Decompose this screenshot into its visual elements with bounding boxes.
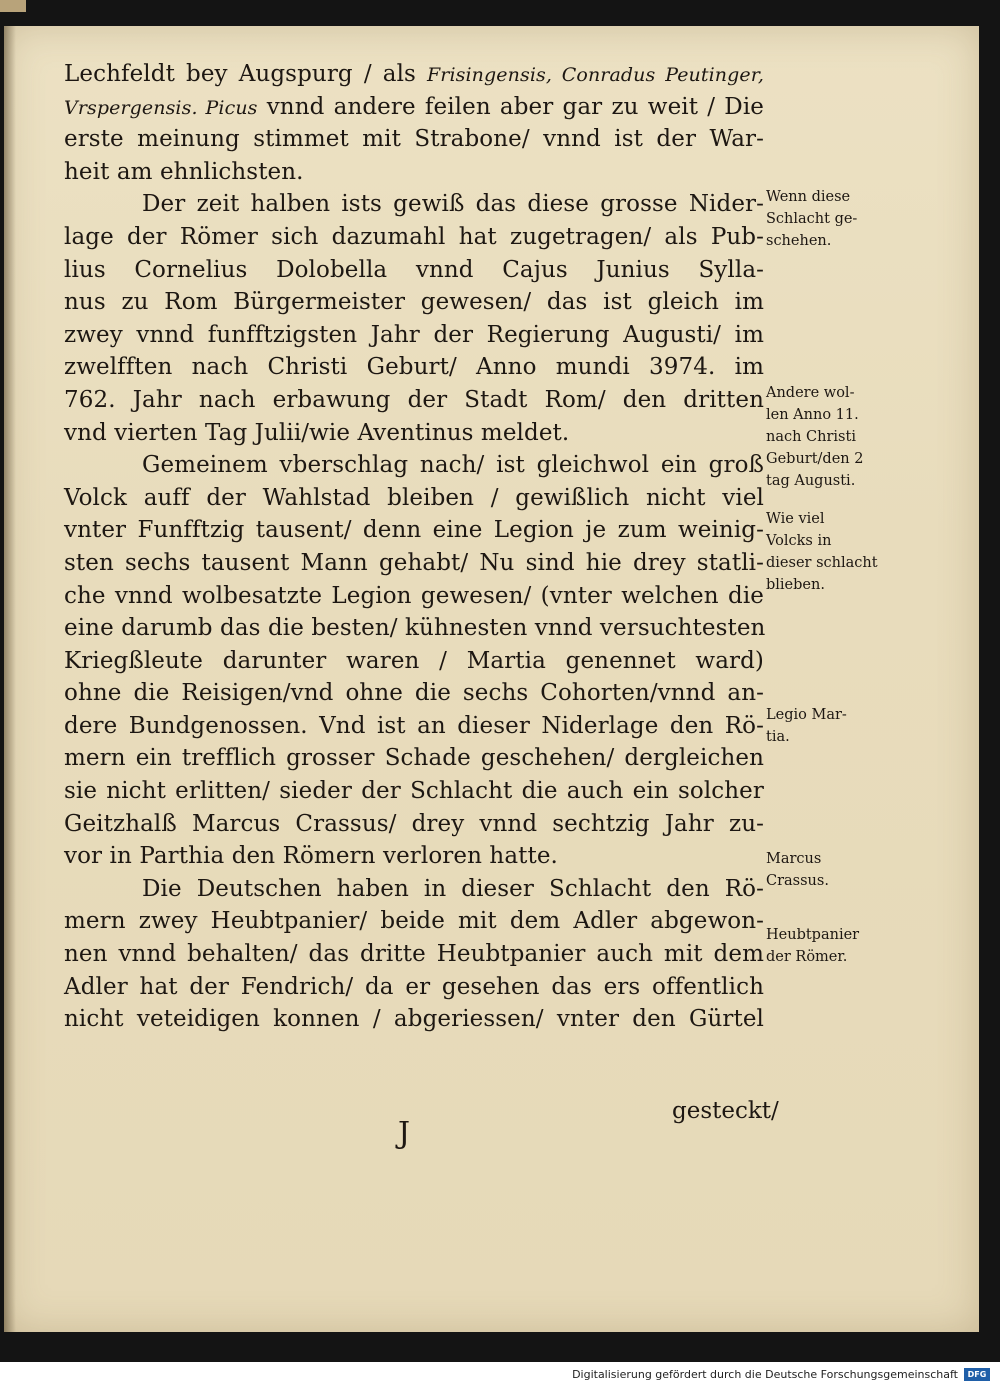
text-line: sten sechs tausent Mann gehabt/ Nu sind hie drey statli- bbox=[64, 549, 764, 576]
note-line: tia. bbox=[766, 729, 790, 745]
note-line: tag Augusti. bbox=[766, 473, 856, 489]
text-line: sie nicht erlitten/ sieder der Schlacht die auch ein solcher bbox=[64, 778, 764, 805]
text-line: Geitzhalß Marcus Crassus/ drey vnnd sechtzig Jahr zu- bbox=[64, 810, 764, 837]
text-line: nicht veteidigen konnen / abgeriessen/ vnter den Gürtel bbox=[64, 1006, 764, 1033]
note-line: schehen. bbox=[766, 233, 832, 249]
note-line: Wenn diese bbox=[766, 189, 851, 205]
note-line: dieser schlacht bbox=[766, 555, 878, 571]
text-line: nus zu Rom Bürgermeister gewesen/ das ist gleich im bbox=[64, 289, 764, 316]
note-line: len Anno 11. bbox=[766, 407, 859, 423]
note-line: Marcus bbox=[766, 851, 822, 867]
note-line: Crassus. bbox=[766, 873, 829, 889]
text-line: Gemeinem vberschlag nach/ ist gleichwol ein groß bbox=[142, 452, 764, 479]
latin-run: Vrspergensis. Picus bbox=[64, 96, 258, 119]
text-line: Kriegßleute darunter waren / Martia genennet ward) bbox=[64, 647, 764, 674]
text-line: mern ein trefflich grosser Schade geschehen/ dergleichen bbox=[64, 745, 764, 772]
text-line: zwelfften nach Christi Geburt/ Anno mundi 3974. im bbox=[64, 354, 764, 381]
text-line: che vnnd wolbesatzte Legion gewesen/ (vnter welchen die bbox=[64, 582, 764, 609]
text-line: nen vnnd behalten/ das dritte Heubtpanier auch mit dem bbox=[64, 941, 764, 968]
signature-mark: J bbox=[398, 1116, 411, 1151]
digitization-footer bbox=[0, 1362, 1000, 1387]
text-line: Adler hat der Fendrich/ da er gesehen das ers offentlich bbox=[64, 973, 764, 1000]
text-line: zwey vnnd funfftzigsten Jahr der Regierung Augusti/ im bbox=[64, 321, 764, 348]
text-line: ohne die Reisigen/vnd ohne die sechs Cohorten/vnnd an- bbox=[64, 680, 764, 707]
text-line: vor in Parthia den Römern verloren hatte. bbox=[64, 843, 558, 870]
footer-credit: Digitalisierung gefördert durch die Deutsche Forschungsgemeinschaft bbox=[572, 1368, 958, 1381]
note-line: der Römer. bbox=[766, 949, 848, 965]
text-run: vnnd andere feilen aber gar zu weit / Die bbox=[257, 93, 765, 120]
main-text-block bbox=[64, 58, 764, 1036]
text-line: mern zwey Heubtpanier/ beide mit dem Adler abgewon- bbox=[64, 908, 764, 935]
text-run: Lechfeldt bey Augspurg / als bbox=[64, 61, 428, 87]
note-line: nach Christi bbox=[766, 429, 856, 445]
note-line: Wie viel bbox=[766, 511, 825, 527]
margin-note-schlacht bbox=[766, 186, 894, 252]
margin-note-heubtpanier bbox=[766, 924, 894, 968]
text-line: eine darumb das die besten/ kühnesten vnnd versuchtesten bbox=[64, 615, 766, 642]
text-line bbox=[64, 91, 764, 124]
note-line: Legio Mar- bbox=[766, 707, 847, 723]
text-line: lage der Römer sich dazumahl hat zugetragen/ als Pub- bbox=[64, 223, 764, 250]
text-line: Der zeit halben ists gewiß das diese grosse Nider- bbox=[142, 191, 764, 218]
note-line: blieben. bbox=[766, 577, 825, 593]
note-line: Heubtpanier bbox=[766, 927, 860, 943]
text-line: erste meinung stimmet mit Strabone/ vnnd ist der War- bbox=[64, 126, 764, 153]
text-line: Die Deutschen haben in dieser Schlacht den Rö- bbox=[142, 875, 764, 902]
margin-note-anno bbox=[766, 382, 894, 492]
text-line bbox=[64, 58, 764, 91]
text-line: 762. Jahr nach erbawung der Stadt Rom/ den dritten bbox=[64, 386, 764, 413]
latin-run: Frisingensis, Conradus Peutinger, bbox=[427, 64, 764, 86]
text-line: Volck auff der Wahlstad bleiben / gewißlich nicht viel bbox=[64, 484, 764, 511]
text-line: dere Bundgenossen. Vnd ist an dieser Niderlage den Rö- bbox=[64, 712, 764, 739]
catchword: gesteckt/ bbox=[672, 1098, 779, 1124]
note-line: Andere wol- bbox=[766, 385, 855, 401]
note-line: Geburt/den 2 bbox=[766, 451, 864, 467]
text-line: lius Cornelius Dolobella vnnd Cajus Junius Sylla- bbox=[64, 256, 764, 283]
note-line: Volcks in bbox=[766, 533, 832, 549]
margin-note-crassus bbox=[766, 848, 894, 892]
text-line: heit am ehnlichsten. bbox=[64, 158, 304, 185]
text-line: vnter Funfftzig tausent/ denn eine Legion je zum weinig- bbox=[64, 517, 764, 544]
margin-note-legio bbox=[766, 704, 894, 748]
margin-note-volcks bbox=[766, 508, 894, 596]
text-line: vnd vierten Tag Julii/wie Aventinus meldet. bbox=[64, 419, 570, 446]
dfg-logo: DFG bbox=[964, 1368, 990, 1381]
note-line: Schlacht ge- bbox=[766, 211, 858, 227]
